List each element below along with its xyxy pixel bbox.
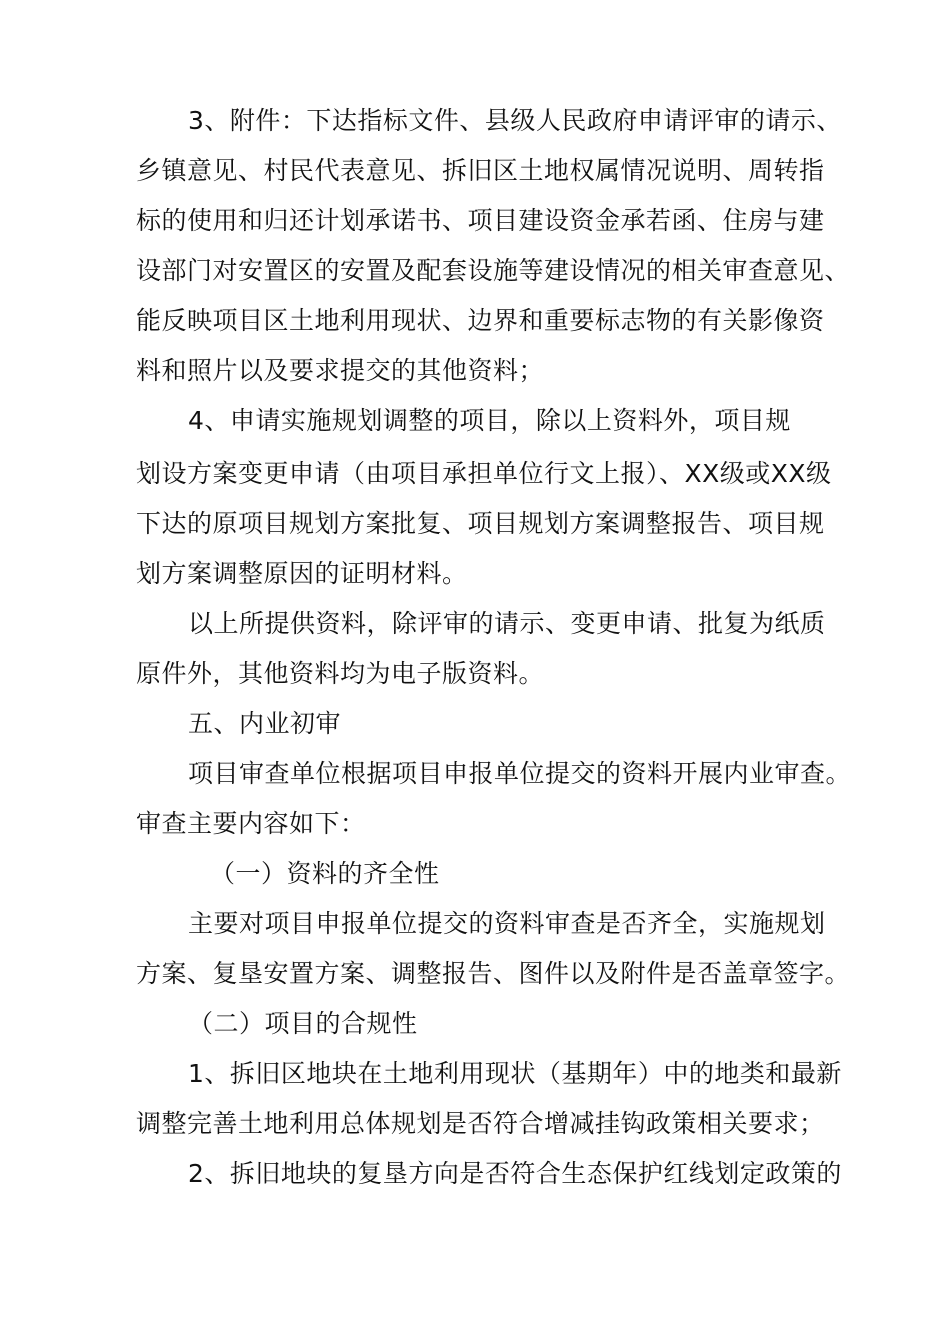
text-line-15: 审查主要内容如下： [136, 809, 366, 838]
text-line-20: 1、拆旧区地块在土地利用现状（基期年）中的地类和最新 [188, 1059, 842, 1088]
text-line-6: 料和照片以及要求提交的其他资料； [136, 356, 545, 385]
text-line-17: 主要对项目申报单位提交的资料审查是否齐全，实施规划 [188, 909, 826, 938]
subsection-heading-2: （二）项目的合规性 [188, 1009, 418, 1038]
text-line-12: 原件外，其他资料均为电子版资料。 [136, 659, 545, 688]
subsection-heading-1: （一）资料的齐全性 [210, 859, 440, 888]
text-line-3: 标的使用和归还计划承诺书、项目建设资金承若函、住房与建 [136, 206, 825, 235]
text-line-21: 调整完善土地利用总体规划是否符合增减挂钩政策相关要求； [136, 1109, 825, 1138]
text-line-5: 能反映项目区土地利用现状、边界和重要标志物的有关影像资 [136, 306, 825, 335]
text-line-18: 方案、复垦安置方案、调整报告、图件以及附件是否盖章签字。 [136, 959, 851, 988]
section-heading: 五、内业初审 [188, 709, 342, 738]
text-line-2: 乡镇意见、村民代表意见、拆旧区土地权属情况说明、周转指 [136, 156, 825, 185]
text-line-7: 4、申请实施规划调整的项目，除以上资料外，项目规 [188, 406, 791, 435]
text-line-8: 划设方案变更申请（由项目承担单位行文上报）、XX级或XX级 [136, 459, 832, 488]
text-line-1: 3、附件：下达指标文件、县级人民政府申请评审的请示、 [188, 106, 842, 135]
text-line-10: 划方案调整原因的证明材料。 [136, 559, 468, 588]
text-line-11: 以上所提供资料，除评审的请示、变更申请、批复为纸质 [188, 609, 826, 638]
text-line-22: 2、拆旧地块的复垦方向是否符合生态保护红线划定政策的 [188, 1159, 842, 1188]
text-line-14: 项目审查单位根据项目申报单位提交的资料开展内业审查。 [188, 759, 852, 788]
text-line-4: 设部门对安置区的安置及配套设施等建设情况的相关审查意见、 [136, 256, 851, 285]
text-line-9: 下达的原项目规划方案批复、项目规划方案调整报告、项目规 [136, 509, 825, 538]
